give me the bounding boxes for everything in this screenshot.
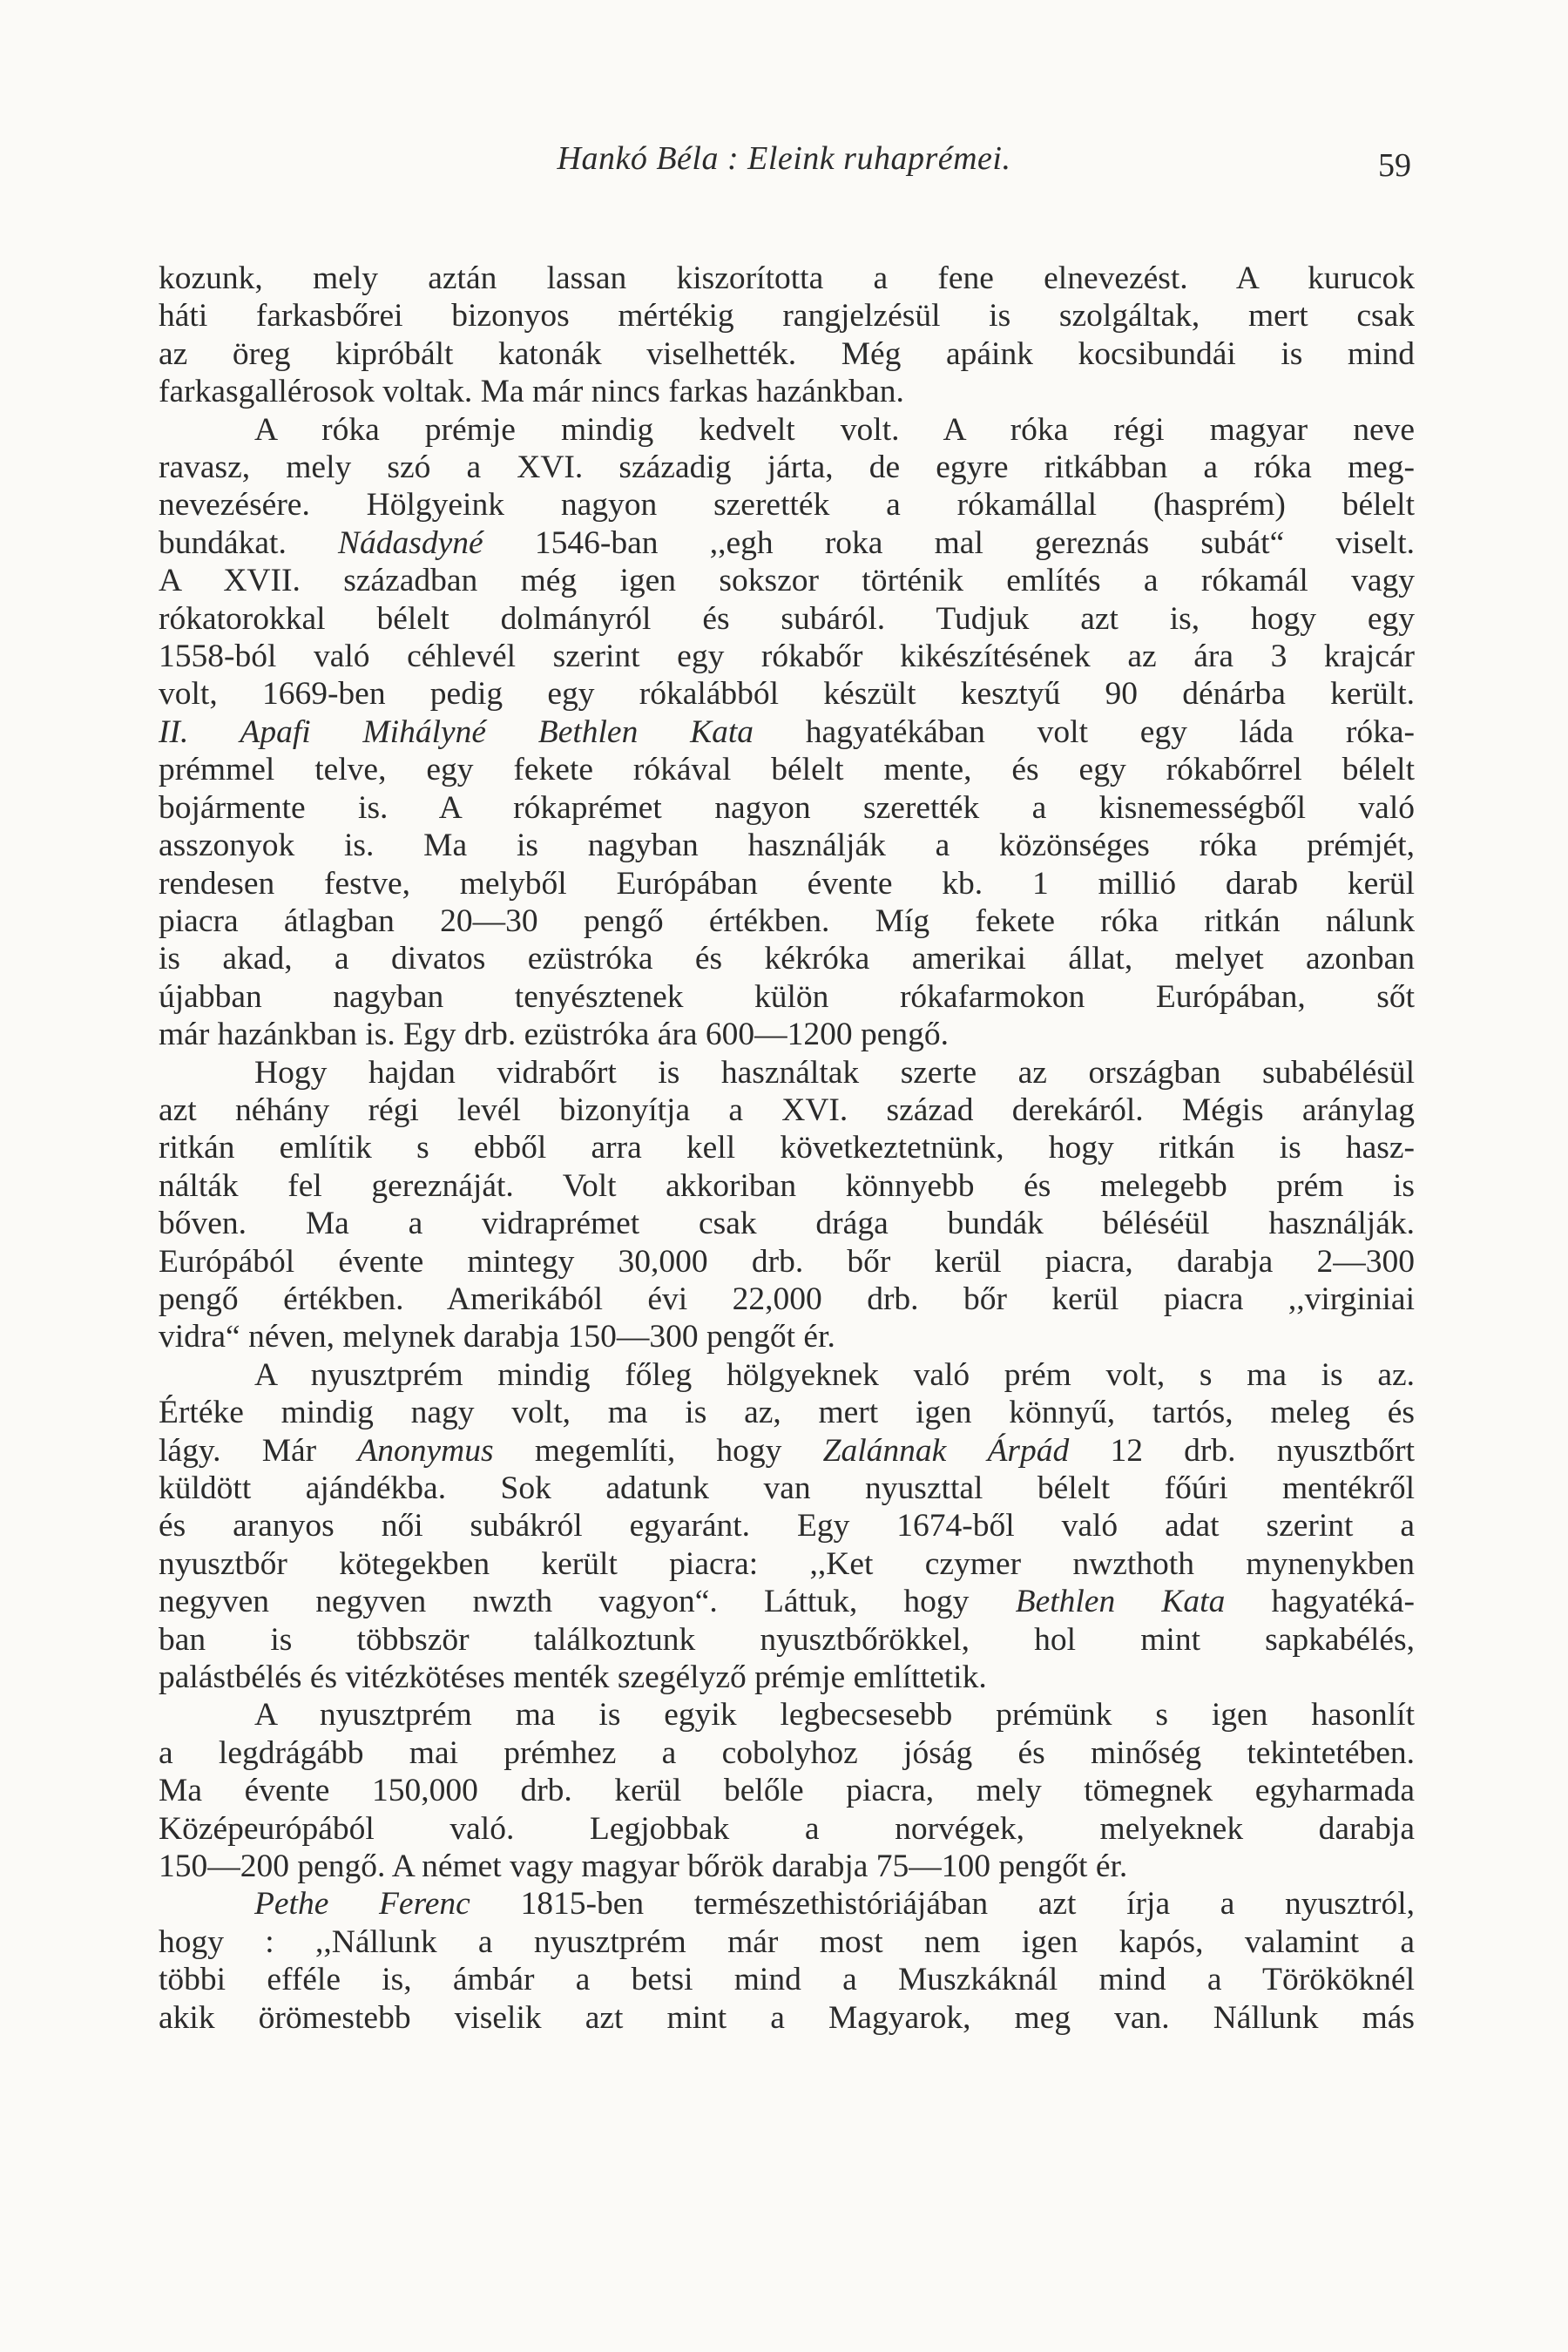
text-line: vidra“ néven, melynek darabja 150—300 pengőt ér.	[159, 1319, 835, 1355]
text-segment: bundákat.	[159, 524, 287, 561]
person-name: Anonymus	[357, 1432, 494, 1469]
text-segment: 1815-ben természethistóriájában azt írja a nyusztról,	[520, 1886, 1415, 1923]
text-line	[159, 1432, 1415, 1470]
text-line: asszonyok is. Ma is nagyban használják a közönséges róka prémjét,	[159, 828, 1415, 864]
text-line: A nyusztprém ma is egyik legbecsesebb prémünk s igen hasonlít	[254, 1697, 1415, 1734]
text-line: Hogy hajdan vidrabőrt is használtak szerte az országban subabélésül	[254, 1054, 1415, 1091]
text-segment: hagyatéká-	[1271, 1584, 1416, 1620]
page-number: 59	[1378, 147, 1411, 184]
text-line: A XVII. században még igen sokszor történik említés a rókamál vagy	[159, 563, 1415, 599]
text-line: a legdrágább mai prémhez a cobolyhoz jóság és minőség tekintetében.	[159, 1734, 1415, 1771]
body-text	[159, 260, 1415, 2037]
paragraph	[159, 1885, 1415, 2037]
text-line: farkasgallérosok voltak. Ma már nincs farkas hazánkban.	[159, 374, 904, 410]
text-line	[159, 713, 1415, 751]
text-line: azt néhány régi levél bizonyítja a XVI. század derekáról. Mégis aránylag	[159, 1092, 1415, 1128]
text-line: prémmel telve, egy fekete rókával bélelt mente, és egy rókabőrrel bélelt	[159, 752, 1415, 788]
text-line: rókatorokkal bélelt dolmányról és subáról. Tudjuk azt is, hogy egy	[159, 600, 1415, 637]
person-name: Zalánnak Árpád	[822, 1432, 1070, 1469]
page-header	[157, 139, 1411, 192]
paragraph	[159, 260, 1415, 411]
text-line: nálták fel gereznáját. Volt akkoriban könnyebb és melegebb prém is	[159, 1167, 1415, 1204]
person-name: Pethe Ferenc	[254, 1886, 470, 1923]
paragraph	[159, 1356, 1415, 1697]
text-segment: negyven negyven nwzth vagyon“. Láttuk, hogy	[159, 1584, 970, 1620]
text-line: Értéke mindig nagy volt, ma is az, mert igen könnyű, tartós, meleg és	[159, 1395, 1415, 1431]
text-line: pengő értékben. Amerikából évi 22,000 drb. bőr kerül piacra ,,virginiai	[159, 1281, 1415, 1317]
text-line: Középeurópából való. Legjobbak a norvégek, melyeknek darabja	[159, 1810, 1415, 1847]
text-line: újabban nagyban tenyésztenek külön rókafarmokon Európában, sőt	[159, 978, 1415, 1015]
text-line: ritkán említik s ebből arra kell következtetnünk, hogy ritkán is hasz-	[159, 1130, 1415, 1166]
text-line	[159, 1583, 1415, 1620]
person-name: Nádasdyné	[338, 524, 483, 561]
text-line: már hazánkban is. Egy drb. ezüstróka ára 600—1200 pengő.	[159, 1017, 950, 1053]
text-line: ban is többször találkoztunk nyusztbőrökkel, hol mint sapkabélés,	[159, 1621, 1415, 1658]
text-line: 1558-ból való céhlevél szerint egy rókabőr kikészítésének az ára 3 krajcár	[159, 639, 1415, 675]
text-segment: lágy. Már	[159, 1432, 317, 1469]
paragraph	[159, 411, 1415, 1054]
text-line: ravasz, mely szó a XVI. századig járta, de egyre ritkábban a róka meg-	[159, 449, 1415, 486]
text-line: Ma évente 150,000 drb. kerül belőle piacra, mely tömegnek egyharmada	[159, 1773, 1415, 1809]
text-line: piacra átlagban 20—30 pengő értékben. Míg fekete róka ritkán nálunk	[159, 902, 1415, 939]
text-segment: 12 drb. nyusztbőrt	[1110, 1432, 1416, 1469]
text-line: bojármente is. A rókaprémet nagyon szerették a kisnemességből való	[159, 789, 1415, 826]
text-line: hogy : ,,Nállunk a nyusztprém már most nem igen kapós, valamint a	[159, 1923, 1415, 1960]
text-segment: megemlíti, hogy	[534, 1432, 782, 1469]
text-line: volt, 1669-ben pedig egy rókalábból készült kesztyű 90 dénárba került.	[159, 676, 1415, 713]
text-line: és aranyos női subákról egyaránt. Egy 1674-ből való adat szerint a	[159, 1508, 1415, 1544]
text-line: az öreg kipróbált katonák viselhették. Még apáink kocsibundái is mind	[159, 335, 1415, 372]
paragraph	[159, 1696, 1415, 1885]
text-line: kozunk, mely aztán lassan kiszorította a fene elnevezést. A kurucok	[159, 260, 1415, 296]
text-line: A nyusztprém mindig főleg hölgyeknek való prém volt, s ma is az.	[254, 1356, 1415, 1393]
text-segment: hagyatékában volt egy láda róka-	[805, 713, 1416, 750]
text-line: is akad, a divatos ezüstróka és kékróka amerikai állat, melyet azonban	[159, 941, 1415, 977]
text-line	[159, 524, 1415, 562]
text-line: bőven. Ma a vidraprémet csak drága bundák béléséül használják.	[159, 1206, 1415, 1242]
text-line: rendesen festve, melyből Európában évente kb. 1 millió darab kerül	[159, 865, 1415, 902]
person-name: Bethlen Kata	[1015, 1584, 1226, 1620]
text-line: akik örömestebb viselik azt mint a Magyarok, meg van. Nállunk más	[159, 1999, 1415, 2036]
text-line: háti farkasbőrei bizonyos mértékig rangjelzésül is szolgáltak, mert csak	[159, 298, 1415, 335]
running-title: Hankó Béla : Eleink ruhaprémei.	[557, 140, 1011, 177]
text-line: A róka prémje mindig kedvelt volt. A róka régi magyar neve	[254, 411, 1415, 448]
text-line: 150—200 pengő. A német vagy magyar bőrök darabja 75—100 pengőt ér.	[159, 1848, 1128, 1885]
text-segment: 1546-ban ,,egh roka mal gereznás subát“ viselt.	[534, 524, 1416, 561]
text-line: nyusztbőr kötegekben került piacra: ,,Ket czymer nwzthoth mynenykben	[159, 1545, 1415, 1582]
text-line: palástbélés és vitézkötéses menték szegélyző prémje említtetik.	[159, 1659, 987, 1696]
text-line	[159, 1885, 1415, 1923]
text-line: küldött ajándékba. Sok adatunk van nyuszttal bélelt főúri mentékről	[159, 1470, 1415, 1506]
text-line: többi efféle is, ámbár a betsi mind a Muszkáknál mind a Törököknél	[159, 1962, 1415, 1998]
text-line: Európából évente mintegy 30,000 drb. bőr kerül piacra, darabja 2—300	[159, 1243, 1415, 1280]
person-name: II. Apafi Mihályné Bethlen Kata	[159, 713, 754, 750]
text-line: nevezésére. Hölgyeink nagyon szerették a rókamállal (hasprém) bélelt	[159, 487, 1415, 524]
paragraph	[159, 1054, 1415, 1356]
